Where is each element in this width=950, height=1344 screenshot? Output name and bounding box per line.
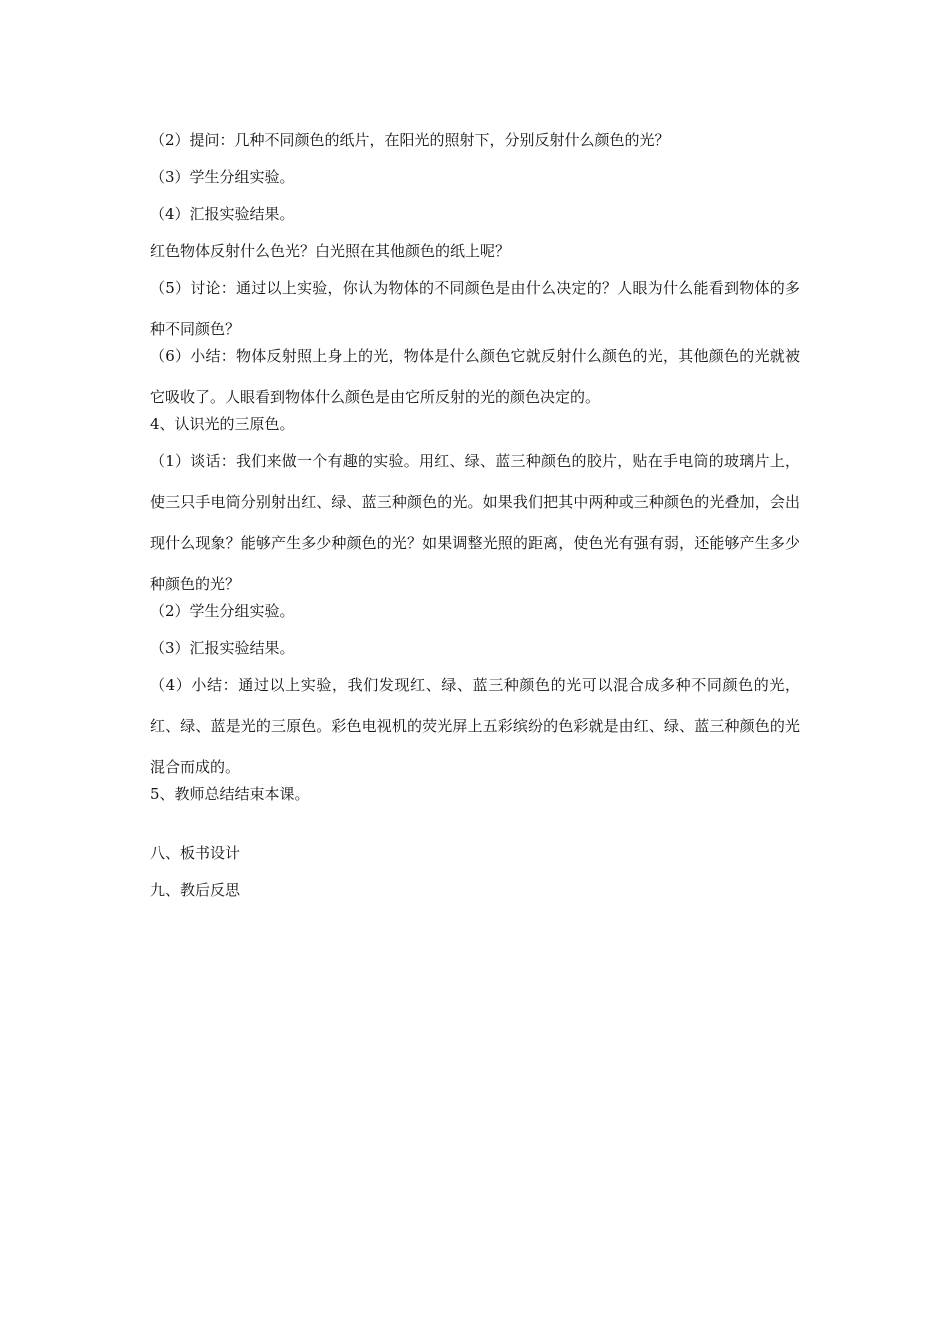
paragraph-report-results: （4）汇报实验结果。 [150, 205, 295, 223]
paragraph-report-results-2: （3）汇报实验结果。 [150, 639, 295, 657]
paragraph-discussion: （5）讨论：通过以上实验，你认为物体的不同颜色是由什么决定的？人眼为什么能看到物体的多种不同颜色？ [150, 279, 800, 338]
paragraph-summary-reflection: （6）小结：物体反射照上身上的光，物体是什么颜色它就反射什么颜色的光，其他颜色的光就被它吸收了。人眼看到物体什么颜色是由它所反射的光的颜色决定的。 [150, 347, 800, 406]
paragraph-red-object: 红色物体反射什么色光？白光照在其他颜色的纸上呢？ [150, 242, 511, 260]
paragraph-teacher-summary: 5、教师总结结束本课。 [150, 785, 310, 803]
paragraph-summary-primary-colors: （4）小结：通过以上实验，我们发现红、绿、蓝三种颜色的光可以混合成多种不同颜色的光，红、绿、蓝是光的三原色。彩色电视机的荧光屏上五彩缤纷的色彩就是由红、绿、蓝三种颜色的光混合而成的。 [150, 676, 800, 776]
paragraph-group-experiment-2: （2）学生分组实验。 [150, 602, 295, 620]
document-body [150, 130, 800, 917]
heading-three-primary-colors: 4、认识光的三原色。 [150, 415, 295, 433]
paragraph-question: （2）提问：几种不同颜色的纸片，在阳光的照射下，分别反射什么颜色的光？ [150, 131, 670, 149]
paragraph-talk-experiment: （1）谈话：我们来做一个有趣的实验。用红、绿、蓝三种颜色的胶片，贴在手电筒的玻璃片上，使三只手电筒分别射出红、绿、蓝三种颜色的光。如果我们把其中两种或三种颜色的光叠加，会出现什么现象？能够产生多少种颜色的光？如果调整光照的距离，使色光有强有弱，还能够产生多少种颜色的光？ [150, 452, 800, 593]
paragraph-group-experiment: （3）学生分组实验。 [150, 168, 295, 186]
heading-teaching-reflection: 九、教后反思 [150, 881, 241, 899]
heading-board-design: 八、板书设计 [150, 844, 241, 862]
